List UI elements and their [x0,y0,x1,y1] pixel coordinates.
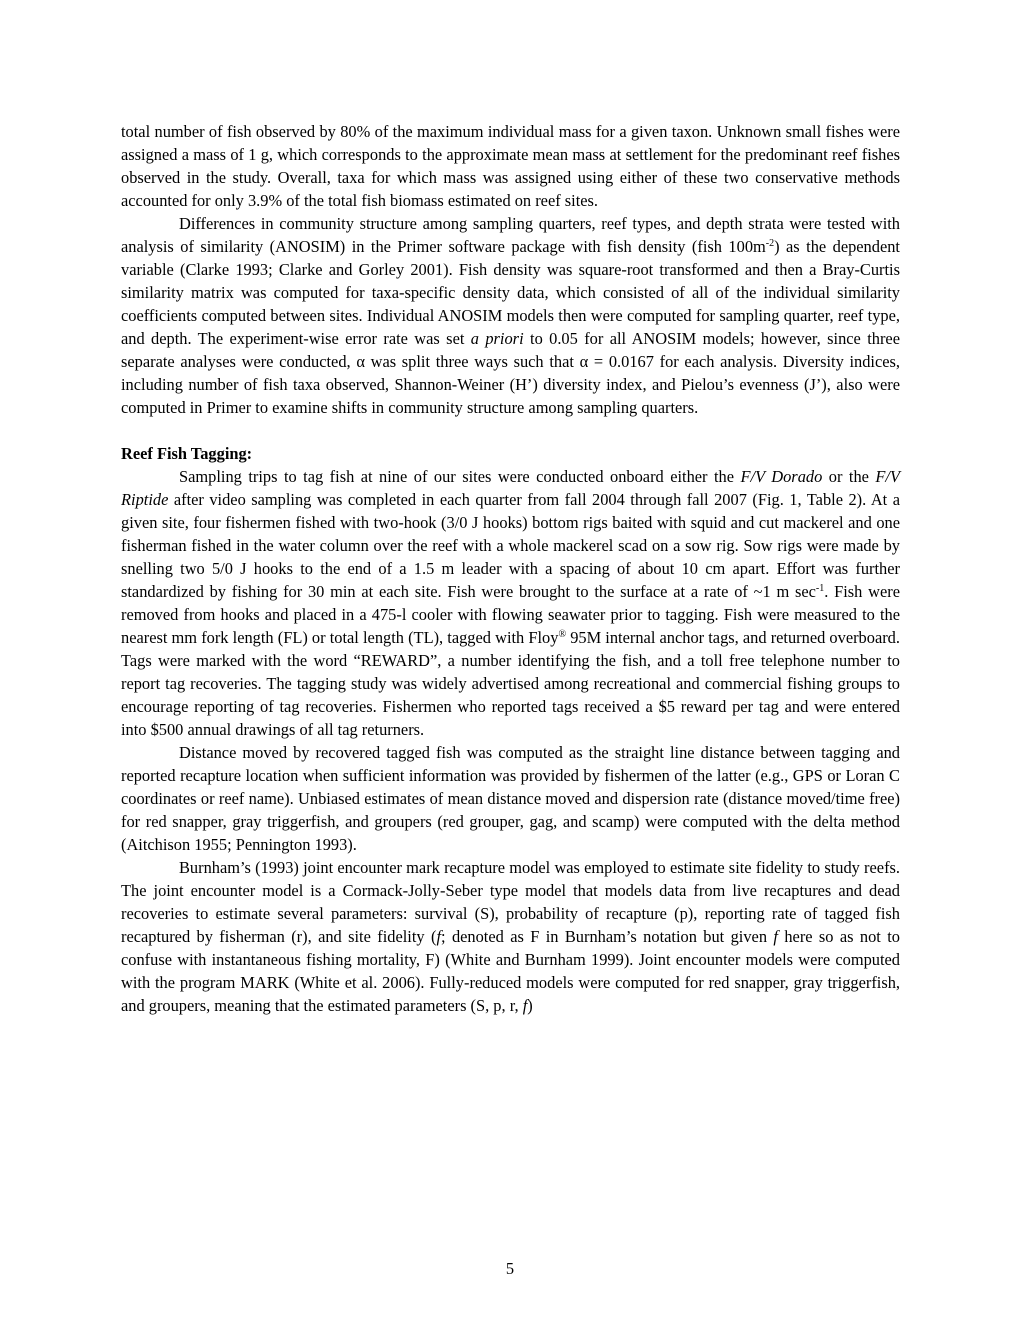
superscript: -2 [765,238,775,249]
paragraph-anosim-analysis [121,212,900,419]
registered-mark: ® [558,629,567,640]
superscript: -1 [815,583,825,594]
paragraph-text: here so as not to confuse with instantaneous fishing mortality, F) (White and Burnham 1999). Joint encounter models were computed with the program MARK (White et al. 2006). Fully-reduced models were computed for red snapper, gray triggerfish, and groupers, meaning that the estimated parameters (S, p, r, [121,927,900,1015]
paragraph-biomass-estimation: total number of fish observed by 80% of the maximum individual mass for a given taxon. Unknown small fishes were assigned a mass of 1 g, which corresponds to the approximate mean mass at settlement for the predominant reef fishes observed in the study. Overall, taxa for which mass was assigned using either of these two conservative methods accounted for only 3.9% of the total fish biomass estimated on reef sites. [121,122,900,210]
paragraph-text: Burnham’s (1993) joint encounter mark recapture model was employed to estimate site fidelity to study reefs. The joint encounter model is a Cormack-Jolly-Seber type model that models data from live recaptures and dead recoveries to estimate several parameters: survival (S), probability of recapture (p), reporting rate of tagged fish recaptured by fisherman (r), and site fidelity ( [121,858,900,946]
paragraph-text: ) [527,996,533,1015]
italic-symbol: f [522,996,528,1015]
page-number: 5 [505,1259,515,1278]
paragraph-text: ; denoted as F in Burnham’s notation but given [441,927,774,946]
paragraph-text: ) as the dependent variable (Clarke 1993; Clarke and Gorley 2001). Fish density was square-root transformed and then a Bray-Curtis similarity matrix was computed for taxa-specific density data, which consisted of all of the individual similarity coefficients computed between sites. Individual ANOSIM models then were computed for sampling quarter, reef type, and depth. The experiment-wise error rate was set [121,237,900,348]
paragraph-text: Sampling trips to tag fish at nine of our sites were conducted onboard either the [179,467,741,486]
paragraph-joint-encounter-model [121,856,900,1017]
vessel-name: F/V Dorado [740,467,823,486]
body-text [121,120,900,1017]
paragraph-text: . Fish were removed from hooks and placed in a 475-l cooler with flowing seawater prior to tagging. Fish were measured to the nearest mm fork length (FL) or total length (TL), tagged with Floy [121,582,900,647]
vessel-name: F/V Riptide [121,467,900,509]
italic-term: a priori [470,329,524,348]
paragraph-text: Differences in community structure among sampling quarters, reef types, and depth strata were tested with analysis of similarity (ANOSIM) in the Primer software package with fish density (fish 100m [121,214,900,256]
paragraph-text: to 0.05 for all ANOSIM models; however, since three separate analyses were conducted, α was split three ways such that α = 0.0167 for each analysis. Diversity indices, including number of fish taxa observed, Shannon-Weiner (H’) diversity index, and Pielou’s evenness (J’), also were computed in Primer to examine shifts in community structure among sampling quarters. [121,329,900,417]
paragraph-distance-moved: Distance moved by recovered tagged fish was computed as the straight line distance between tagging and reported recapture location when sufficient information was provided by fishermen of the latter (e.g., GPS or Loran C coordinates or reef name). Unbiased estimates of mean distance moved and dispersion rate (distance moved/time free) for red snapper, gray triggerfish, and groupers (red grouper, gag, and scamp) were computed with the delta method (Aitchison 1955; Pennington 1993). [121,743,900,854]
paragraph-text: 95M internal anchor tags, and returned overboard. Tags were marked with the word “REWARD”, a number identifying the fish, and a toll free telephone number to report tag recoveries. The tagging study was widely advertised among recreational and commercial fishing groups to encourage reporting of tag recoveries. Fishermen who reported tags received a $5 reward per tag and were entered into $500 annual drawings of all tag returners. [121,628,900,739]
italic-symbol: f [773,927,778,946]
italic-symbol: f [436,927,442,946]
paragraph-text: or the [822,467,876,486]
section-heading: Reef Fish Tagging: [121,444,253,463]
paragraph-text: after video sampling was completed in each quarter from fall 2004 through fall 2007 (Fig. 1, Table 2). At a given site, four fishermen fished with two-hook (3/0 J hooks) bottom rigs baited with squid and cut mackerel and one fisherman fished in the water column over the reef with a whole mackerel scad on a sow rig. Sow rigs were made by snelling two 5/0 J hooks to the end of a 1.5 m leader with a spacing of about 10 cm apart. Effort was further standardized by fishing for 30 min at each site. Fish were brought to the surface at a rate of ~1 m sec [121,490,900,601]
paragraph-tagging-methods [121,465,900,741]
